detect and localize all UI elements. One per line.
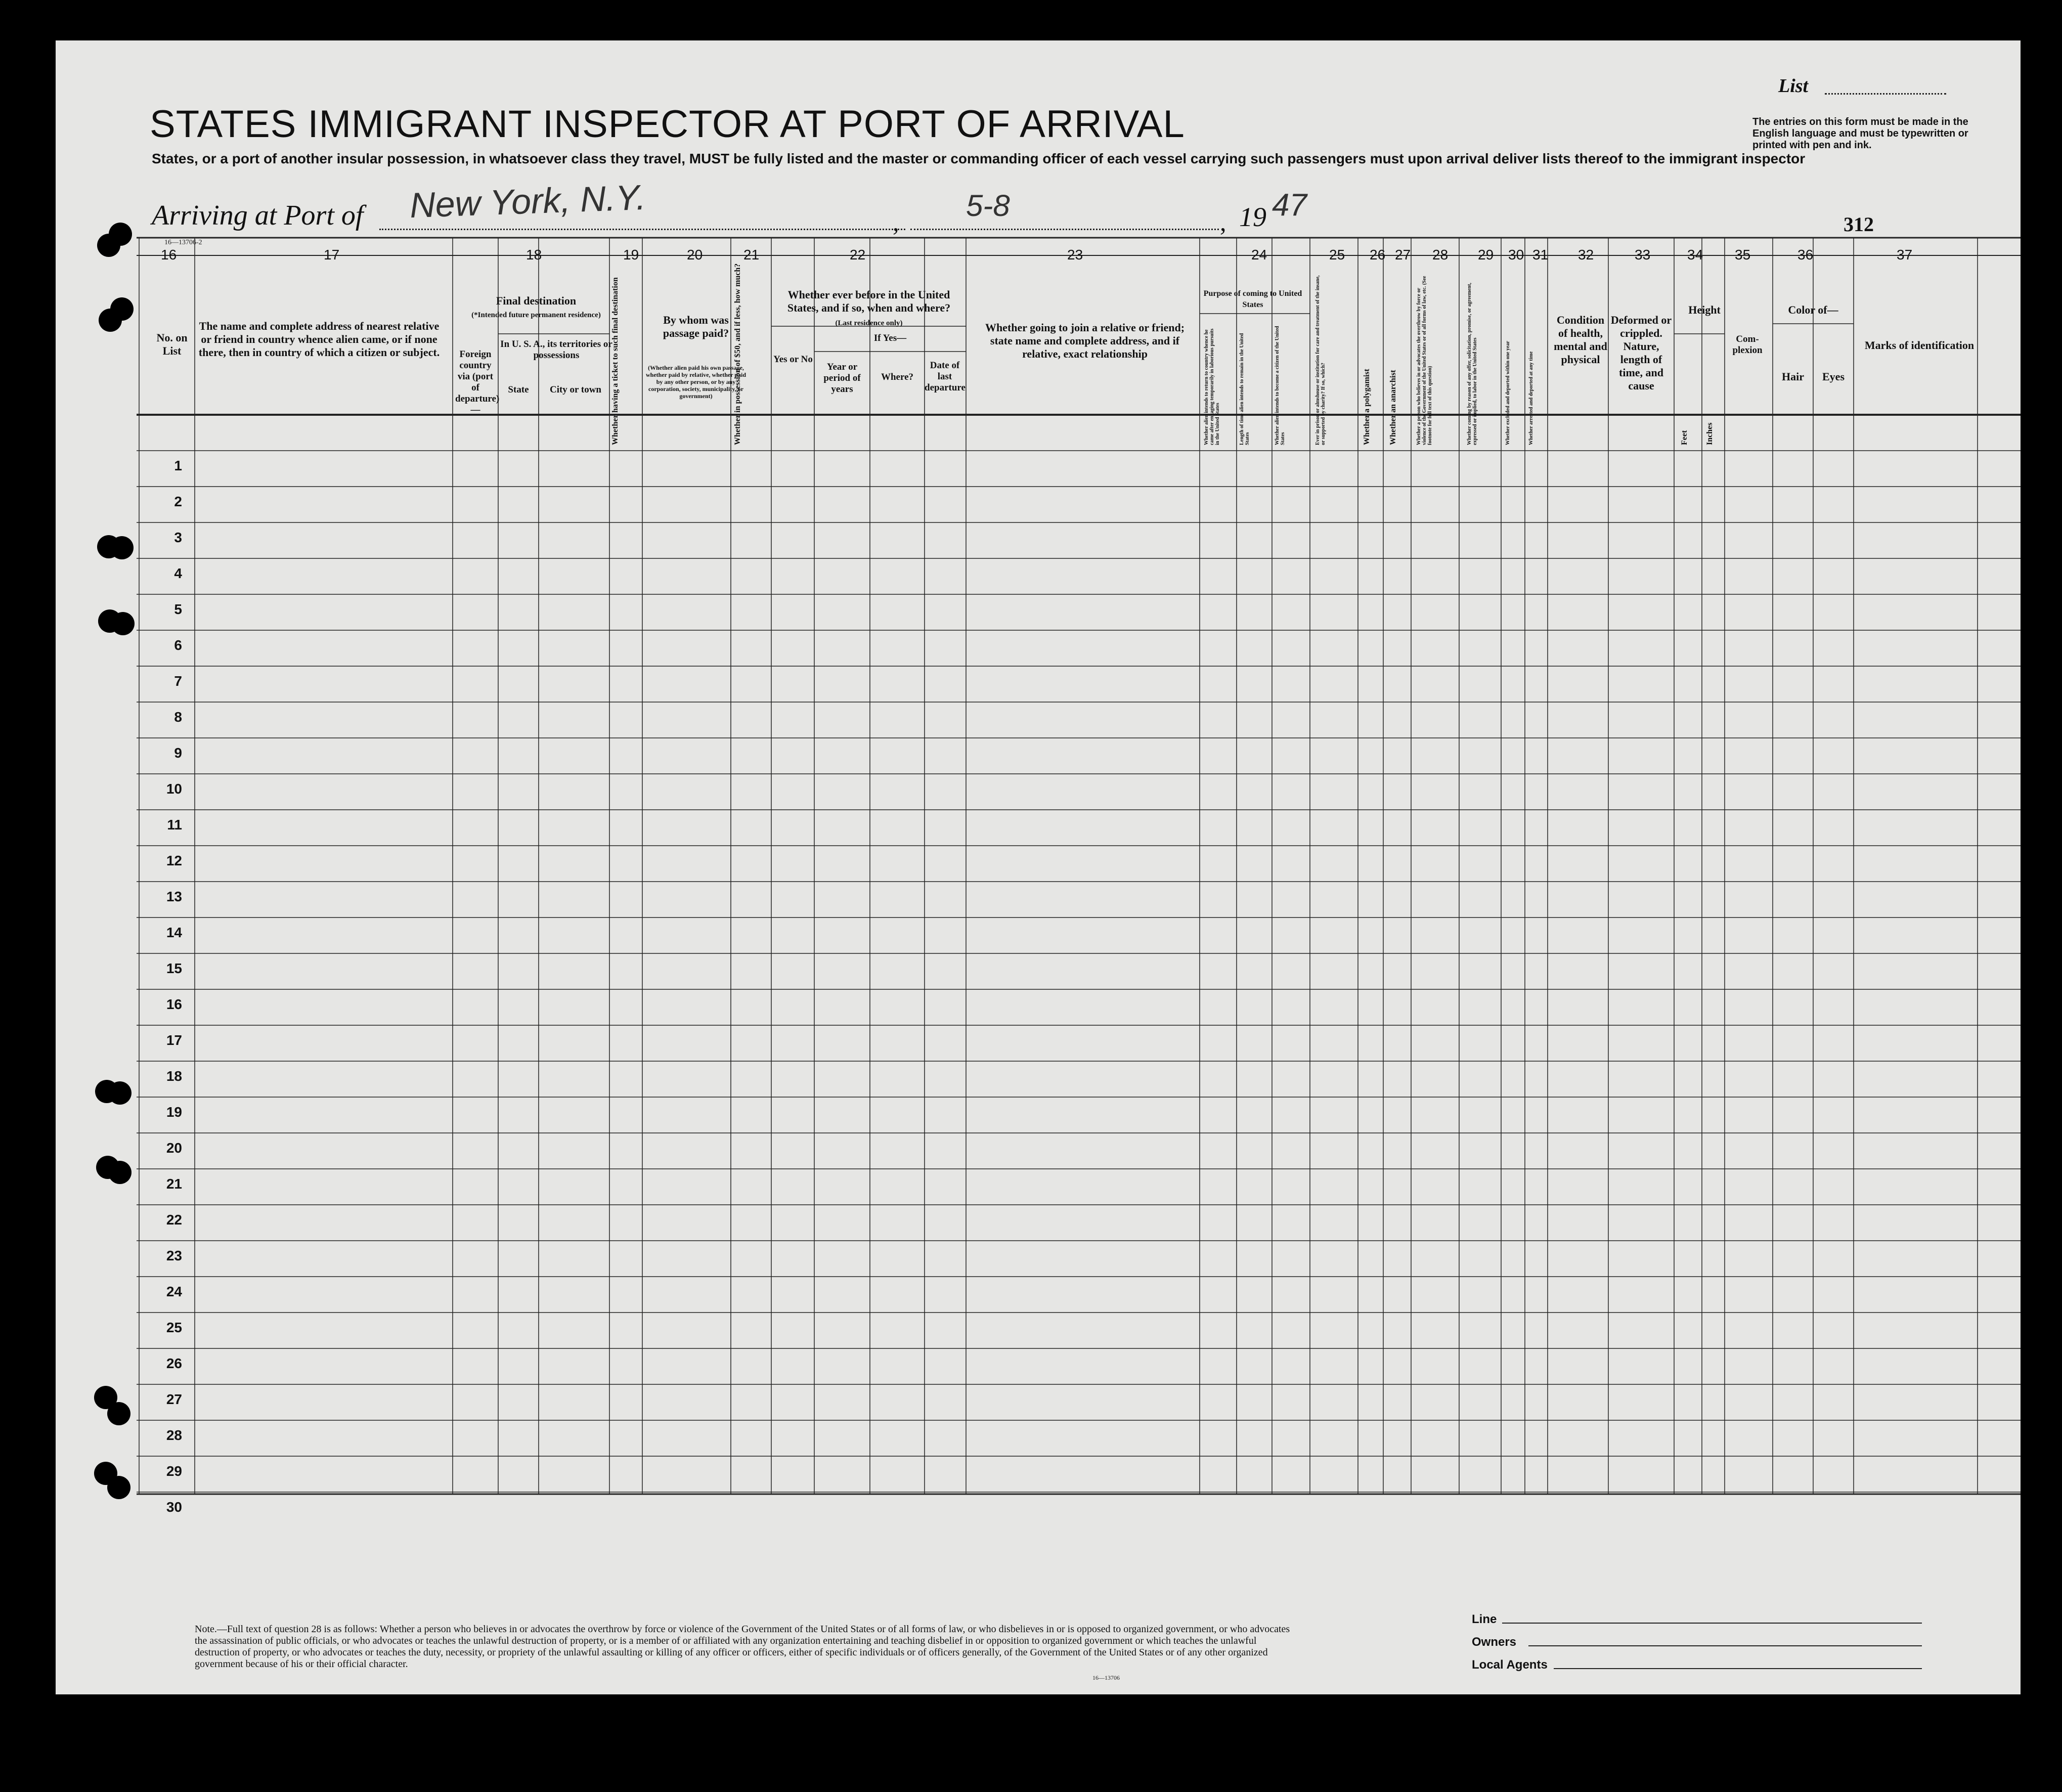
row-number: 7: [174, 673, 182, 689]
header-complexion: Com- plexion: [1732, 334, 1763, 356]
header-by-whom: By whom was passage paid?: [663, 314, 729, 339]
list-label: List: [1778, 75, 1809, 97]
row-number: 17: [166, 1032, 182, 1048]
header-year-period: Year or period of years: [823, 362, 861, 395]
row-number: 27: [166, 1391, 182, 1407]
row-number: 13: [166, 889, 182, 904]
header-no-on-list: No. on List: [156, 331, 188, 357]
port-label: Arriving at Port of: [152, 200, 364, 231]
row-number: 6: [174, 637, 182, 653]
owners-label: Owners: [1472, 1635, 1517, 1649]
row-number: 12: [166, 853, 182, 868]
col-num-26: 26: [1370, 247, 1386, 263]
row-number: 2: [174, 494, 182, 509]
form-instructions: The entries on this form must be made in the English language and must be typewritten or printed with pen and ink.: [1752, 116, 1968, 151]
header-eyes: Eyes: [1822, 370, 1845, 383]
year-prefix: 19: [1239, 202, 1266, 232]
row-number: 16: [166, 996, 182, 1012]
header-height: Height: [1688, 303, 1721, 316]
header-marks: Marks of identification: [1864, 339, 1975, 352]
header-28: Whether a person who believes in or advocates the overthrow by force or violence of the Government of the United States or of all forms of law, etc. (See footnote for full text of this question): [1416, 276, 1433, 445]
header-25: Ever in prison or almshouse or institution for care and treatment of the insane, or supported by charity? If so, which?: [1315, 275, 1326, 445]
row-number: 23: [166, 1248, 182, 1263]
form-code: 16—13706-2: [164, 239, 202, 246]
row-number: 19: [166, 1104, 182, 1120]
punch-hole: [111, 612, 135, 635]
header-polygamist: Whether a polygamist: [1363, 369, 1371, 445]
header-foreign-country: Foreign country via (port of departure)—: [455, 349, 500, 415]
punch-hole: [110, 536, 134, 559]
header-30: Whether excluded and deported within one year: [1505, 341, 1511, 445]
separator: ,: [1220, 208, 1226, 236]
col-num-30: 30: [1508, 247, 1524, 263]
row-number: 26: [166, 1356, 182, 1371]
row-number: 22: [166, 1212, 182, 1228]
row-number: 28: [166, 1427, 182, 1443]
punch-hole: [99, 309, 122, 332]
col-num-32: 32: [1578, 247, 1594, 263]
col-num-19: 19: [623, 247, 639, 263]
col-num-34: 34: [1687, 247, 1703, 263]
col-num-24: 24: [1251, 247, 1267, 263]
header-inches: Inches: [1705, 422, 1714, 445]
col-num-28: 28: [1432, 247, 1449, 263]
row-number: 18: [166, 1068, 182, 1084]
local-agents-label: Local Agents: [1472, 1658, 1548, 1672]
col-num-22: 22: [850, 247, 866, 263]
col-num-25: 25: [1329, 247, 1345, 263]
row-number: 4: [174, 565, 182, 581]
header-by-whom-note: (Whether alien paid his own passage, whether paid by relative, whether paid by any other person, or by any corporation, society, municipality, or government): [645, 364, 746, 400]
header-ticket: Whether having a ticket to such final destination: [611, 277, 620, 445]
col-num-20: 20: [687, 247, 703, 263]
header-nearest-relative: The name and complete address of nearest relative or friend in country whence alien came, or if none there, then in country of which a citizen or subject.: [198, 320, 440, 359]
row-number: 11: [167, 817, 182, 833]
header-24b: Length of time alien intends to remain in the United States: [1239, 333, 1250, 445]
header-final-destination-note: (*Intended future permanent residence): [471, 311, 601, 319]
col-num-27: 27: [1395, 247, 1411, 263]
header-last-residence: (Last residence only): [835, 319, 903, 327]
row-number: 24: [166, 1284, 182, 1299]
row-number: 10: [166, 781, 182, 797]
row-number: 8: [174, 709, 182, 725]
port-value: New York, N.Y.: [409, 177, 647, 226]
punch-hole: [108, 1161, 131, 1184]
header-29: Whether coming by reason of any offer, solicitation, promise, or agreement, expressed or implied, to labor in the United States: [1467, 283, 1478, 445]
row-number: 30: [166, 1499, 182, 1515]
line-field[interactable]: [1502, 1623, 1922, 1624]
footnote-code: 16—13706: [1092, 1674, 1120, 1681]
row-number: 29: [166, 1463, 182, 1479]
separator: ,: [893, 208, 899, 236]
header-deformed: Deformed or crippled. Nature, length of time, and cause: [1610, 314, 1672, 392]
col-num-29: 29: [1478, 247, 1494, 263]
form-subtitle: States, or a port of another insular possession, in whatsoever class they travel, MUST be fully listed and the master or commanding officer of each vessel carrying such passengers must upon arrival deliver lists thereof to the immigrant inspector: [152, 151, 1806, 166]
header-ever-before: Whether ever before in the United States, and if so, when and where?: [787, 288, 951, 314]
header-joining: Whether going to join a relative or friend; state name and complete address, and if relative, exact relationship: [985, 321, 1185, 360]
row-number: 15: [166, 960, 182, 976]
row-number: 20: [166, 1140, 182, 1156]
col-num-16: 16: [161, 247, 177, 263]
form-sheet: [56, 40, 2021, 1694]
col-num-23: 23: [1067, 247, 1083, 263]
col-num-21: 21: [743, 247, 760, 263]
header-where: Where?: [881, 372, 914, 382]
owners-field[interactable]: [1528, 1645, 1922, 1646]
form-title: STATES IMMIGRANT INSPECTOR AT PORT OF ARRIVAL: [150, 103, 1185, 146]
header-condition: Condition of health, mental and physical: [1554, 314, 1607, 366]
header-yes-or-no: Yes or No: [773, 354, 813, 365]
col-num-36: 36: [1797, 247, 1814, 263]
header-city-or-town: City or town: [549, 384, 602, 395]
col-num-17: 17: [324, 247, 340, 263]
footnote-question-28: Note.—Full text of question 28 is as follows: Whether a person who believes in or advocates the overthrow by force or violence of the Government of the United States or of all forms of law, or who disbelieves in or is opposed to organized government, or who advocates the assassination of public officials, or who advocates or teaches the unlawful destruction of property, or is a member of or affiliated with any organization entertaining and teaching disbelief in or opposition to organized government or which teaches the unlawful destruction of property, or who advocates or teaches the duty, necessity, or propriety of the unlawful assaulting or killing of any officer or officers, either of specific individuals or of officers generally, of the Government of the United States or of any other organized government because of his or their official character.: [195, 1624, 1290, 1670]
punch-hole: [107, 1402, 130, 1425]
row-number: 9: [174, 745, 182, 761]
header-color-of: Color of—: [1788, 303, 1838, 316]
punch-hole: [107, 1476, 130, 1499]
header-if-yes: If Yes—: [873, 333, 907, 343]
row-number: 14: [166, 925, 182, 940]
header-state: State: [508, 384, 529, 395]
row-number: 1: [174, 458, 182, 473]
header-possession: Whether in possession of $50, and if less, how much?: [733, 263, 742, 445]
page-number: 312: [1844, 213, 1874, 236]
row-number: 3: [174, 530, 182, 545]
col-num-18: 18: [526, 247, 542, 263]
header-feet: Feet: [1680, 430, 1689, 445]
header-anarchist: Whether an anarchist: [1389, 370, 1397, 445]
punch-hole: [97, 234, 120, 257]
year-value: 47: [1272, 188, 1307, 223]
col-num-33: 33: [1635, 247, 1651, 263]
row-number: 5: [174, 601, 182, 617]
header-in-usa: In U. S. A., its territories or possessions: [500, 339, 612, 361]
header-24c: Whether alien intends to become a citizen of the United States: [1275, 326, 1286, 445]
header-31: Whether arrested and deported at any time: [1528, 351, 1534, 445]
table-grid: [56, 40, 2021, 1694]
header-final-destination: Final destination: [496, 294, 577, 307]
header-24a: Whether alien intends to return to country whence he came after engaging temporarily in laborious pursuits in the United States: [1204, 328, 1220, 445]
local-agents-field[interactable]: [1554, 1668, 1922, 1669]
header-date-departure: Date of last departure: [925, 360, 966, 393]
col-num-35: 35: [1735, 247, 1751, 263]
row-number: 21: [166, 1176, 182, 1192]
header-hair: Hair: [1782, 370, 1804, 383]
col-num-31: 31: [1532, 247, 1549, 263]
date-value: 5-8: [966, 189, 1010, 223]
row-number: 25: [166, 1320, 182, 1335]
col-num-37: 37: [1897, 247, 1913, 263]
punch-hole: [108, 1081, 131, 1105]
header-purpose: Purpose of coming to United States: [1203, 289, 1302, 309]
line-label: Line: [1472, 1612, 1497, 1626]
